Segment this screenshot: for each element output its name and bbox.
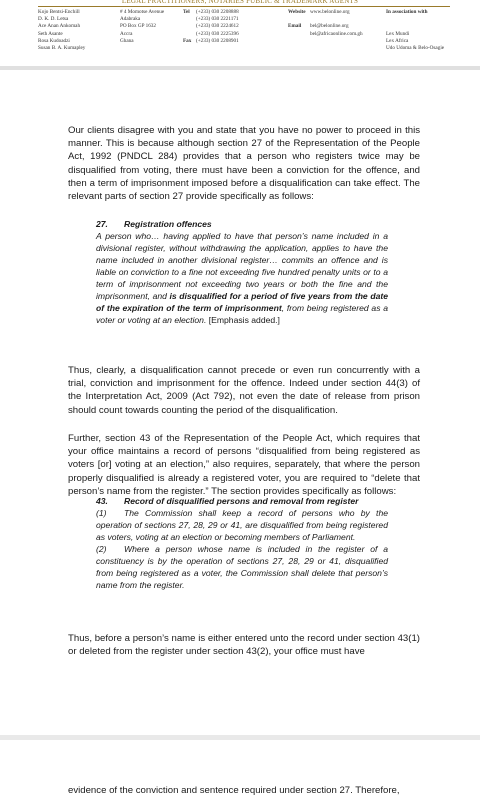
firm-title: LEGAL PRACTITIONERS, NOTARIES PUBLIC & TRADEMARK AGENTS bbox=[121, 0, 359, 5]
page-divider bbox=[0, 66, 480, 70]
subsection-number: (1) bbox=[96, 508, 107, 518]
partner-name: Kojo Bentsi-Enchill bbox=[38, 9, 80, 15]
quote-heading bbox=[96, 495, 388, 507]
email-label: Email bbox=[288, 23, 302, 30]
paragraph: Thus, before a person’s name is either entered unto the record under section 43(1) or deleted from the register under section 43(2), your office must have bbox=[68, 633, 420, 658]
partner-name: Seth Asante bbox=[38, 30, 63, 37]
contact-labels bbox=[183, 9, 191, 45]
document-page-2 bbox=[0, 740, 480, 800]
association-name: Lex Africa bbox=[386, 37, 409, 44]
website-label: Website bbox=[288, 9, 306, 15]
address-line: Accra bbox=[120, 30, 133, 37]
tel-number: (+233) 030 2225396 bbox=[196, 30, 239, 37]
quote-emphasis: is disqualified for a period of five years from the date of the expiration of the term of imprisonment bbox=[96, 291, 388, 313]
fax-number: (+233) 030 2208901 bbox=[196, 37, 239, 44]
associations bbox=[386, 9, 444, 52]
section-number: 27. bbox=[96, 219, 108, 229]
association-label: In association with bbox=[386, 9, 428, 15]
quote-text: A person who… having applied to have that person’s name included in a divisional register, without withdrawing the application, applies to have the name included in another divisional register… commits an offence and is liable on conviction to a fine not exceeding five hundred penalty units or to a term of imprisonment not exceeding two years or both the fine and the imprisonment, and bbox=[96, 231, 388, 301]
subsection bbox=[96, 507, 388, 543]
quote-heading bbox=[96, 218, 388, 230]
email-link[interactable]: bel@belonline.org bbox=[310, 23, 349, 30]
address-line: # 4 Momotse Avenue bbox=[120, 9, 165, 15]
letterhead bbox=[0, 0, 480, 60]
emphasis-note: [Emphasis added.] bbox=[206, 315, 280, 325]
tel-number: (+233) 030 2208888 bbox=[196, 9, 239, 15]
statute-quote-43 bbox=[96, 495, 388, 591]
partner-name: Ace Anan Ankomah bbox=[38, 23, 81, 30]
address-line: Ghana bbox=[120, 37, 134, 44]
web-values bbox=[310, 9, 363, 38]
section-title: Registration offences bbox=[124, 219, 212, 229]
partner-name: Rosa Kudoadzi bbox=[38, 37, 70, 44]
association-name: Lex Mundi bbox=[386, 30, 410, 37]
web-labels bbox=[288, 9, 306, 31]
subsection bbox=[96, 543, 388, 591]
tel-number: (+233) 030 2221171 bbox=[196, 16, 239, 23]
phone-numbers bbox=[196, 9, 239, 45]
subsection-number: (2) bbox=[96, 544, 107, 554]
address-line: PO Box GP 1632 bbox=[120, 23, 156, 30]
address-line: Adabraka bbox=[120, 16, 141, 23]
partner-name: D. K. D. Letsa bbox=[38, 16, 69, 23]
partner-name: Susan B. A. Kumapley bbox=[38, 44, 86, 51]
section-number: 43. bbox=[96, 496, 108, 506]
tel-label: Tel bbox=[183, 9, 190, 15]
letterhead-rule bbox=[38, 6, 450, 7]
quote-text: , from being registered as a voter or voting at an election. bbox=[96, 303, 388, 325]
paragraph: evidence of the conviction and sentence required under section 27. Therefore, bbox=[68, 785, 400, 796]
website-link[interactable]: www.belonline.org bbox=[310, 9, 350, 15]
tel-number: (+233) 030 2224612 bbox=[196, 23, 239, 30]
statute-quote-27 bbox=[96, 218, 388, 326]
partners-list bbox=[38, 9, 85, 52]
paragraph: Further, section 43 of the Representation of the People Act, which requires that your office maintains a record of persons “disqualified from being registered as voters [or] voting at an election,” also requires, separately, that where the person properly disqualified is already a registered voter, you are required to “delete that person’s name from the register.” The section provides specifically as follows: bbox=[68, 433, 420, 497]
paragraph: Our clients disagree with you and state that you have no power to proceed in this manner. This is because although section 27 of the Representation of the People Act, 1992 (PNDCL 284) provides that a person who registers twice may be disqualified from voting, there must have been a conviction for the offence, and then a term of imprisonment imposed before a disqualification can take effect. The relevant parts of section 27 provide specifically as follows: bbox=[68, 125, 420, 203]
section-title: Record of disqualified persons and removal from register bbox=[124, 496, 359, 506]
subsection-text: Where a person whose name is included in the register of a constituency is by the operation of sections 27, 28, 29 or 41, disqualified from being registered as a voter, the Commission shall delete that person’s name from the register. bbox=[96, 544, 388, 590]
subsection-text: The Commission shall keep a record of persons who by the operation of sections 27, 28, 29 or 41, are disqualified from being registered as voters, voting at an election or becoming members of Parliament. bbox=[96, 508, 388, 542]
association-name: Udo Udoma & Belo-Osagie bbox=[386, 44, 445, 51]
fax-label: Fax bbox=[183, 37, 192, 44]
paragraph: Thus, clearly, a disqualification cannot precede or even run concurrently with a trial, conviction and imprisonment for the offence. Indeed under section 44(3) of the Interpretation Act, 2009 (Act 792), not even the date of release from prison should count towards counting the period of the disqualification. bbox=[68, 365, 420, 416]
email-link[interactable]: bel@africaonline.com.gh bbox=[310, 30, 363, 37]
firm-address bbox=[120, 9, 164, 45]
